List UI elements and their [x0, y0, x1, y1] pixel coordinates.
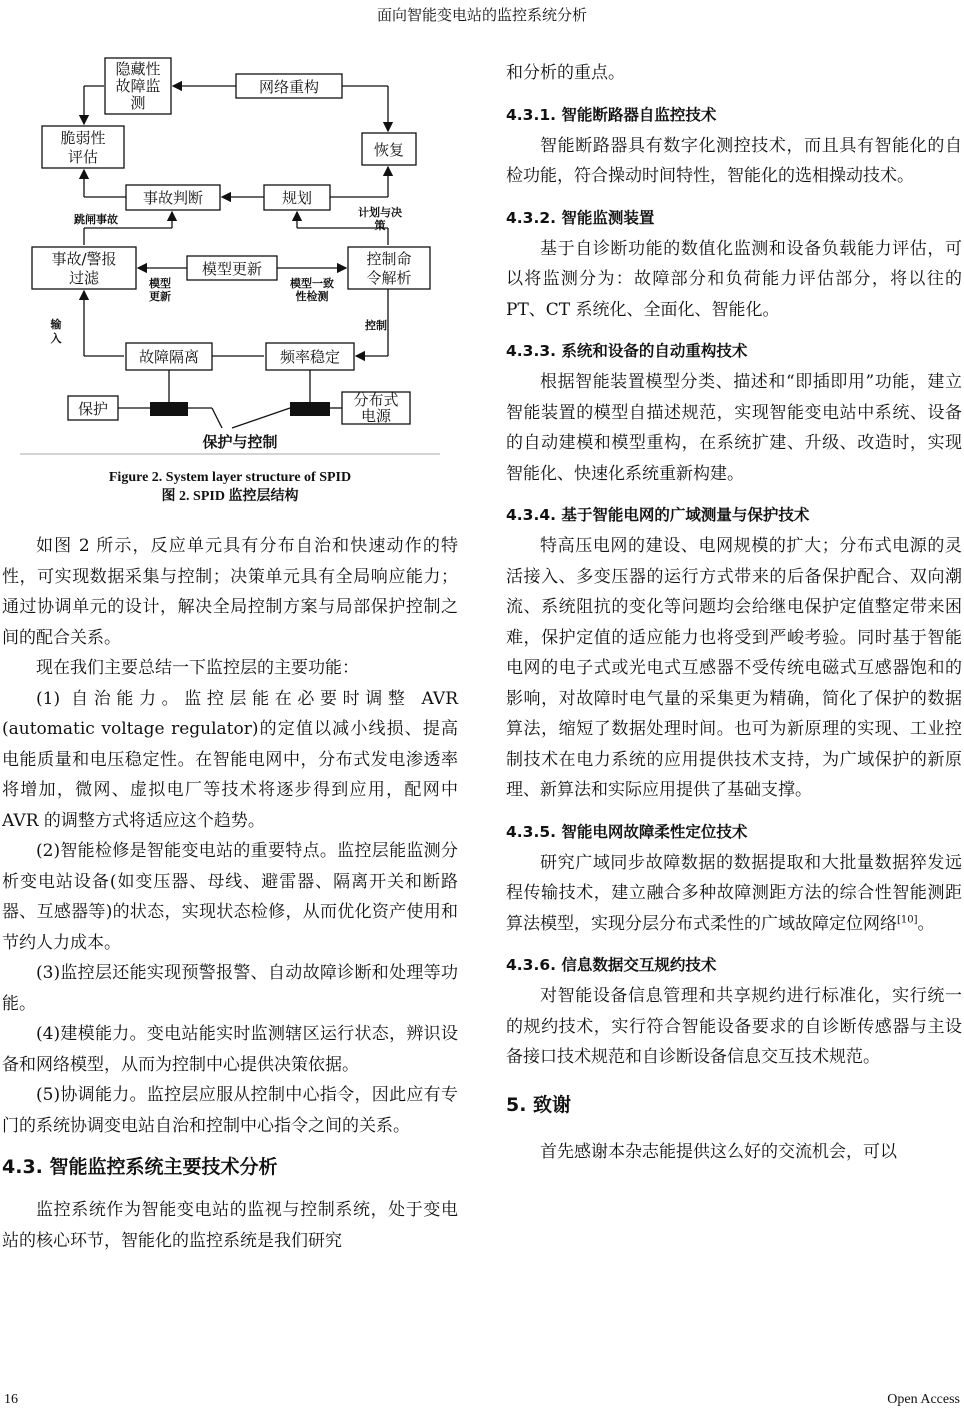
distributed-power-line1: 分布式 — [353, 391, 399, 409]
input-line2: 入 — [50, 332, 62, 345]
paragraph: (2)智能检修是智能变电站的重要特点。监控层能监测分析变电站设备(如变压器、母线、避雷器、隔离开关和断路器、互感器等)的状态，实现状态检修，从而优化资产使用和节约人力成本。 — [2, 841, 458, 953]
input-line1: 输 — [50, 318, 62, 331]
paragraph: 根据智能装置模型分类、描述和“即插即用”功能，建立智能装置的模型自描述规范，实现智能变电站中系统、设备的自动建模和模型重构，在系统扩建、升级、改造时，实现智能化、快速化系统重新构建。 — [506, 372, 962, 484]
paragraph: 首先感谢本杂志能提供这么好的交流机会，可以 — [540, 1141, 897, 1162]
paragraph: 现在我们主要总结一下监控层的主要功能： — [36, 658, 359, 678]
recovery-label: 恢复 — [373, 141, 405, 159]
paragraph: 监控系统作为智能变电站的监视与控制系统，处于变电站的核心环节，智能化的监控系统是我们研究 — [2, 1200, 458, 1251]
section-heading-4-3-2: 4.3.2. 智能监测装置 — [506, 208, 655, 227]
command-parse-line1: 控制命 — [366, 250, 412, 268]
section-heading-4-3-5: 4.3.5. 智能电网故障柔性定位技术 — [506, 822, 748, 841]
paragraph: 对智能设备信息管理和共享规约进行标准化，实行统一的规约技术，实行符合智能设备要求的自诊断传感器与主设备接口技术规范和自诊断设备信息交互技术规范。 — [506, 986, 962, 1067]
paragraph: (5)协调能力。监控层应服从控制中心指令，因此应有专门的系统协调变电站自治和控制中心指令之间的关系。 — [2, 1085, 458, 1136]
paragraph: 基于自诊断功能的数值化监测和设备负载能力评估，可以将监测分为：故障部分和负荷能力评估部分，将以往的 PT、CT 系统化、全面化、智能化。 — [506, 238, 962, 320]
freq-stable-label: 频率稳定 — [279, 348, 341, 366]
protection-label: 保护 — [77, 400, 109, 418]
figure-caption-en: Figure 2. System layer structure of SPID — [108, 470, 352, 485]
journal-label: Open Access — [887, 1392, 960, 1407]
paragraph: 如图 2 所示，反应单元具有分布自治和快速动作的特性，可实现数据采集与控制；决策单元具有全局响应能力；通过协调单元的设计，解决全局控制方案与局部保护控制之间的配合关系。 — [2, 536, 458, 648]
page-footer — [0, 1392, 964, 1412]
running-header: 面向智能变电站的监控系统分析 — [376, 6, 587, 24]
paragraph: (4)建模能力。变电站能实时监测辖区运行状态，辨识设备和网络模型，从而为控制中心提供决策依据。 — [2, 1024, 458, 1075]
control-label: 控制 — [365, 319, 387, 332]
section-heading-4-3-4: 4.3.4. 基于智能电网的广域测量与保护技术 — [506, 506, 810, 524]
hidden-fault-line1: 隐藏性 — [115, 60, 161, 78]
vulnerability-line1: 脆弱性 — [60, 129, 106, 147]
model-update-small-line2: 更新 — [149, 290, 171, 303]
spid-structure-diagram — [0, 0, 460, 460]
paragraph: 智能断路器具有数字化测控技术，而且具有智能化的自检功能，符合操动时间特性，智能化的选相操动技术。 — [506, 135, 962, 186]
paragraph: (3)监控层还能实现预警报警、自动故障诊断和处理等功能。 — [2, 963, 458, 1014]
fault-judgment-label: 事故判断 — [142, 189, 204, 207]
plan-decision-line2: 策 — [374, 219, 386, 232]
distributed-power-line2: 电源 — [360, 407, 392, 425]
paragraph: (1) 自治能力。监控层能在必要时调整 AVR (automatic voltage regulator)的定值以减小线损、提高电能质量和电压稳定性。在智能电网中，分布式发电渗透率将增加，微网、虚拟电厂等技术将逐步得到应用，配网中 AVR 的调整方式将适应这个趋势。 — [2, 688, 458, 831]
alarm-filter-line2: 过滤 — [68, 269, 100, 287]
model-update-label: 模型更新 — [201, 260, 263, 278]
figure-caption-zh: 图 2. SPID 监控层结构 — [161, 489, 299, 504]
page-number: 16 — [4, 1392, 18, 1407]
vulnerability-line2: 评估 — [67, 148, 99, 166]
section-heading-4-3-1: 4.3.1. 智能断路器自监控技术 — [506, 105, 717, 124]
section-heading-5: 5. 致谢 — [506, 1093, 572, 1116]
alarm-filter-line1: 事故/警报 — [51, 250, 117, 268]
paragraph: 研究广域同步故障数据的数据提取和大批量数据猝发远程传输技术，建立融合多种故障测距方法的综合性智能测距算法模型，实现分层分布式柔性的广域故障定位网络[10]。 — [506, 852, 962, 934]
plan-decision-line1: 计划与决 — [358, 206, 402, 219]
hidden-fault-line3: 测 — [130, 94, 146, 112]
consistency-line2: 性检测 — [295, 290, 329, 303]
trip-label: 跳闸事故 — [74, 213, 118, 226]
fault-isolation-label: 故障隔离 — [138, 348, 200, 366]
section-heading-4-3: 4.3. 智能监控系统主要技术分析 — [2, 1156, 278, 1178]
command-parse-line2: 令解析 — [366, 269, 412, 287]
paragraph: 和分析的重点。 — [506, 63, 625, 83]
hidden-fault-line2: 故障监 — [115, 77, 161, 95]
citation-ref[interactable]: [10] — [897, 913, 918, 925]
model-update-small-line1: 模型 — [149, 277, 171, 290]
planning-label: 规划 — [281, 189, 313, 207]
network-reconfig-label: 网络重构 — [258, 78, 320, 96]
protect-control-label: 保护与控制 — [202, 433, 278, 451]
paragraph: 特高压电网的建设、电网规模的扩大；分布式电源的灵活接入、多变压器的运行方式带来的后备保护配合、双向潮流、系统阻抗的变化等问题均会给继电保护定值整定带来困难，保护定值的适应能力也将受到严峻考验。同时基于智能电网的电子式或光电式互感器不受传统电磁式互感器饱和的影响，对故障时电气量的采集更为精确，简化了保护的数据算法，缩短了数据处理时间。也可为新原理的实现、工业控制技术在电力系统的应用提供技术支持，为广域保护的新原理、新算法和实际应用提供了基础支撑。 — [506, 536, 962, 800]
section-heading-4-3-3: 4.3.3. 系统和设备的自动重构技术 — [506, 342, 748, 360]
consistency-line1: 模型一致 — [290, 277, 334, 290]
section-heading-4-3-6: 4.3.6. 信息数据交互规约技术 — [506, 956, 717, 974]
